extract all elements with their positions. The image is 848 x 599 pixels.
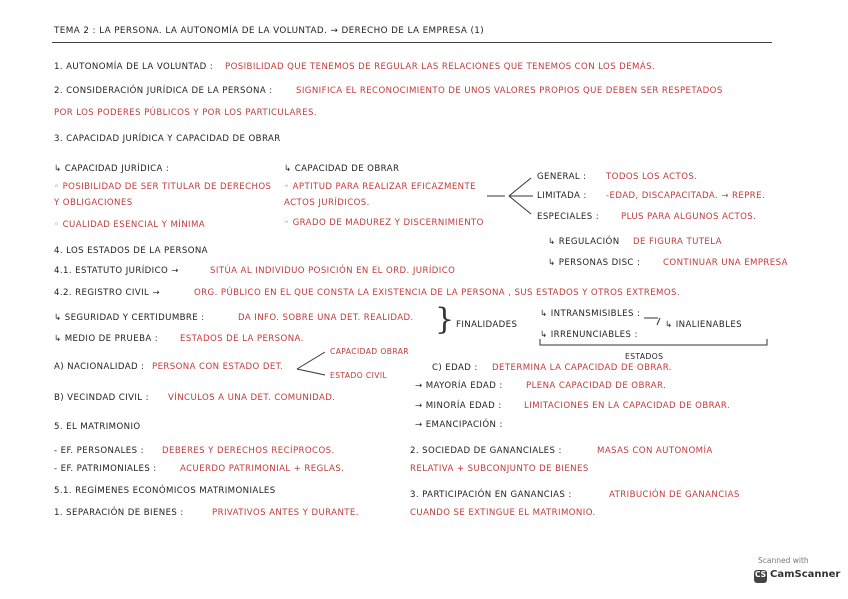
page-title: TEMA 2 : LA PERSONA. LA AUTONOMÍA DE LA VOLUNTAD. → DERECHO DE LA EMPRESA (1) bbox=[54, 26, 485, 36]
nacionalidad-text: PERSONA CON ESTADO DET. bbox=[152, 362, 284, 372]
camscanner-brand: CamScanner bbox=[770, 569, 841, 580]
scanned-with-label: Scanned with bbox=[758, 556, 809, 565]
estados-label: ESTADOS bbox=[625, 352, 664, 361]
medio-prueba-label: ↳ MEDIO DE PRUEBA : bbox=[54, 334, 159, 344]
nacionalidad-label: A) NACIONALIDAD : bbox=[54, 362, 145, 372]
personas-disc-text: CONTINUAR UNA EMPRESA bbox=[663, 258, 788, 268]
section-3-heading: 3. CAPACIDAD JURÍDICA Y CAPACIDAD DE OBRAR bbox=[54, 134, 281, 144]
seguridad-text: DA INFO. SOBRE UNA DET. REALIDAD. bbox=[238, 313, 414, 323]
finalidades-label: FINALIDADES bbox=[456, 320, 518, 330]
capacidad-juridica-point-1-cont: Y OBLIGACIONES bbox=[54, 198, 133, 208]
separacion-bienes-text: PRIVATIVOS ANTES Y DURANTE. bbox=[212, 508, 359, 518]
capacidad-obrar-point-1-cont: ACTOS JURÍDICOS. bbox=[284, 198, 370, 208]
sociedad-gananciales-text-cont: RELATIVA + SUBCONJUNTO DE BIENES bbox=[410, 464, 589, 474]
section-5-heading: 5. EL MATRIMONIO bbox=[54, 422, 141, 432]
section-1-heading: 1. AUTONOMÍA DE LA VOLUNTAD : bbox=[54, 62, 214, 72]
section-2-text-cont: POR LOS PODERES PÚBLICOS Y POR LOS PARTICULARES. bbox=[54, 108, 317, 118]
camscanner-logo-icon: CS bbox=[754, 570, 767, 583]
capacidad-obrar-small: CAPACIDAD OBRAR bbox=[330, 347, 409, 356]
capacidad-juridica-point-1: ◦ POSIBILIDAD DE SER TITULAR DE DERECHOS bbox=[54, 182, 272, 192]
efectos-patrimoniales-label: - EF. PATRIMONIALES : bbox=[54, 464, 157, 474]
section-5-1-heading: 5.1. REGÍMENES ECONÓMICOS MATRIMONIALES bbox=[54, 486, 276, 496]
general-text: TODOS LOS ACTOS. bbox=[606, 172, 698, 182]
especiales-label: ESPECIALES : bbox=[537, 212, 600, 222]
title-underline bbox=[52, 42, 772, 43]
capacidad-obrar-title: ↳ CAPACIDAD DE OBRAR bbox=[284, 164, 400, 174]
vecindad-text: VÍNCULOS A UNA DET. COMUNIDAD. bbox=[168, 393, 336, 403]
edad-label: C) EDAD : bbox=[432, 363, 478, 373]
sociedad-gananciales-label: 2. SOCIEDAD DE GANANCIALES : bbox=[410, 446, 562, 456]
intransmisibles-label: ↳ INTRANSMISIBLES : bbox=[540, 309, 641, 319]
efectos-patrimoniales-text: ACUERDO PATRIMONIAL + REGLAS. bbox=[180, 464, 345, 474]
efectos-personales-text: DEBERES Y DERECHOS RECÍPROCOS. bbox=[162, 446, 335, 456]
estado-civil-small: ESTADO CIVIL bbox=[330, 371, 388, 380]
capacidad-juridica-point-2: ◦ CUALIDAD ESENCIAL Y MÍNIMA bbox=[54, 220, 206, 230]
section-4-heading: 4. LOS ESTADOS DE LA PERSONA bbox=[54, 246, 208, 256]
limitada-label: LIMITADA : bbox=[537, 191, 587, 201]
edad-text: DETERMINA LA CAPACIDAD DE OBRAR. bbox=[492, 363, 672, 373]
medio-prueba-text: ESTADOS DE LA PERSONA. bbox=[180, 334, 304, 344]
personas-disc-label: ↳ PERSONAS DISC : bbox=[548, 258, 641, 268]
seguridad-label: ↳ SEGURIDAD Y CERTIDUMBRE : bbox=[54, 313, 205, 323]
emancipacion-label: → EMANCIPACIÓN : bbox=[415, 420, 503, 430]
section-4-2-heading: 4.2. REGISTRO CIVIL → bbox=[54, 288, 160, 298]
section-4-1-heading: 4.1. ESTATUTO JURÍDICO → bbox=[54, 266, 179, 276]
finalidades-brace: } bbox=[435, 302, 455, 337]
capacidad-juridica-title: ↳ CAPACIDAD JURÍDICA : bbox=[54, 164, 170, 174]
section-4-2-text: ORG. PÚBLICO EN EL QUE CONSTA LA EXISTENCIA DE LA PERSONA , SUS ESTADOS Y OTROS EXTREMOS. bbox=[194, 288, 681, 298]
regulacion-label: ↳ REGULACIÓN bbox=[548, 237, 620, 247]
section-1-text: POSIBILIDAD QUE TENEMOS DE REGULAR LAS RELACIONES QUE TENEMOS CON LOS DEMÁS. bbox=[225, 62, 656, 72]
section-2-text: SIGNIFICA EL RECONOCIMIENTO DE UNOS VALORES PROPIOS QUE DEBEN SER RESPETADOS bbox=[296, 86, 723, 96]
efectos-personales-label: - EF. PERSONALES : bbox=[54, 446, 144, 456]
inalienables-label: ↳ INALIENABLES bbox=[665, 320, 743, 330]
capacidad-obrar-point-1: ◦ APTITUD PARA REALIZAR EFICAZMENTE bbox=[284, 182, 476, 192]
limitada-text: -EDAD, DISCAPACITADA. → REPRE. bbox=[606, 191, 766, 201]
participacion-ganancias-text: ATRIBUCIÓN DE GANANCIAS bbox=[609, 490, 740, 500]
especiales-text: PLUS PARA ALGUNOS ACTOS. bbox=[621, 212, 757, 222]
mayoria-text: PLENA CAPACIDAD DE OBRAR. bbox=[526, 381, 667, 391]
vecindad-label: B) VECINDAD CIVIL : bbox=[54, 393, 149, 403]
minoria-text: LIMITACIONES EN LA CAPACIDAD DE OBRAR. bbox=[524, 401, 731, 411]
regulacion-text: DE FIGURA TUTELA bbox=[633, 237, 722, 247]
participacion-ganancias-label: 3. PARTICIPACIÓN EN GANANCIAS : bbox=[410, 490, 572, 500]
participacion-ganancias-text-cont: CUANDO SE EXTINGUE EL MATRIMONIO. bbox=[410, 508, 596, 518]
irrenunciables-label: ↳ IRRENUNCIABLES : bbox=[540, 330, 638, 340]
section-2-heading: 2. CONSIDERACIÓN JURÍDICA DE LA PERSONA : bbox=[54, 86, 273, 96]
camscanner-watermark bbox=[752, 554, 841, 588]
minoria-label: → MINORÍA EDAD : bbox=[415, 401, 502, 411]
mayoria-label: → MAYORÍA EDAD : bbox=[415, 381, 503, 391]
section-4-1-text: SITÚA AL INDIVIDUO POSICIÓN EN EL ORD. JURÍDICO bbox=[210, 266, 456, 276]
separacion-bienes-label: 1. SEPARACIÓN DE BIENES : bbox=[54, 508, 184, 518]
capacidad-obrar-point-2: ◦ GRADO DE MADUREZ Y DISCERNIMIENTO bbox=[284, 218, 484, 228]
general-label: GENERAL : bbox=[537, 172, 587, 182]
sociedad-gananciales-text: MASAS CON AUTONOMÍA bbox=[597, 446, 713, 456]
